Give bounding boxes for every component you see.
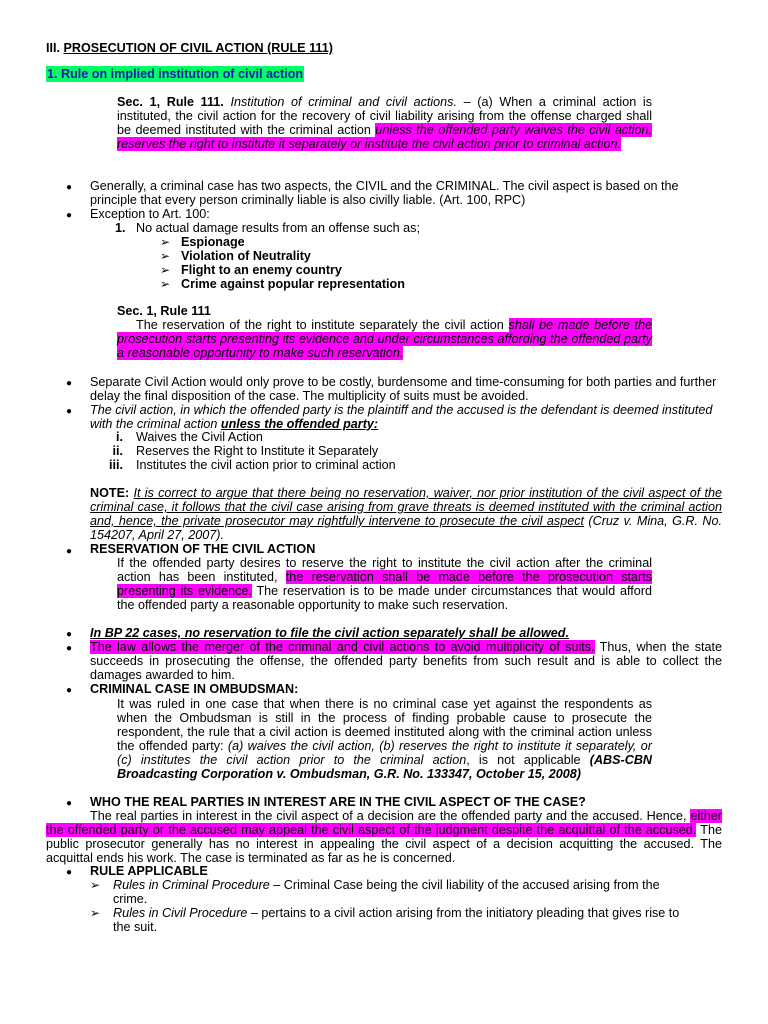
list-number: 1. xyxy=(115,221,126,235)
arrow-icon: ➢ xyxy=(160,263,171,277)
parties-text: The real parties in interest in the civil aspect of a decision are the offended party and the accused. Hence, either the offended party or the accused may appeal the civil aspect of the judgment despite the acquittal of the accused. The public prosecutor generally has no interest in appealing the civil aspect of a decision acquitting the accused. The acquittal ends his work. The case is terminated as far as he is concerned. xyxy=(46,809,722,865)
list-item: No actual damage results from an offense such as; xyxy=(136,221,420,235)
offense-item: Flight to an enemy country xyxy=(181,263,342,277)
list-item: Reserves the Right to Institute it Separately xyxy=(136,444,379,458)
arrow-icon: ➢ xyxy=(90,906,101,920)
bullet-icon: ● xyxy=(66,685,73,696)
quote-sec1-rule111: Sec. 1, Rule 111. Institution of criminal and civil actions. – (a) When a criminal action is instituted, the civil action for the recovery of civil liability arising from the offense charged shall be deemed instituted with the criminal action unless the offended party waives the civil action, reserves the right to institute it separately or institute the civil action prior to criminal action. xyxy=(117,95,652,151)
arrow-icon: ➢ xyxy=(90,878,101,892)
section-heading: III. PROSECUTION OF CIVIL ACTION (RULE 111) xyxy=(46,41,333,55)
offense-item: Espionage xyxy=(181,235,245,249)
bullet-icon: ● xyxy=(66,798,73,809)
ombudsman-text: It was ruled in one case that when there is no criminal case yet against the respondents as when the Ombudsman is still in the process of finding probable cause to prosecute the respondent, the rule that a civil action is deemed instituted along with the criminal action unless the offended party: (a) waives the civil action, (b) reserves the right to institute it separately, or (c) institutes the civil action prior to the criminal action, is not applicable (ABS-CBN Broadcasting Corporation v. Ombudsman, G.R. No. 133347, October 15, 2008) xyxy=(117,697,653,781)
bullet-icon: ● xyxy=(66,546,73,557)
merger-paragraph: The law allows the merger of the criminal and civil actions to avoid multiplicity of suits. Thus, when the state succeeds in prosecuting the offense, the offended party benefits from such result and is able to collect the damages awarded to him. xyxy=(90,640,722,682)
bullet-civil-action-deemed: The civil action, in which the offended party is the plaintiff and the accused is the defendant is deemed instituted with the criminal action unless the offended party: xyxy=(90,403,713,431)
bullet-icon: ● xyxy=(66,378,73,389)
list-number: i. xyxy=(116,430,123,444)
rule-applicable-title: RULE APPLICABLE xyxy=(90,864,208,878)
arrow-icon: ➢ xyxy=(160,277,171,291)
bp22-rule: In BP 22 cases, no reservation to file the civil action separately shall be allowed. xyxy=(90,626,569,640)
quote-reservation: The reservation of the right to institute separately the civil action shall be made before the prosecution starts presenting its evidence and under circumstances affording the offended party a reasonable opportunity to make such reservation. xyxy=(117,318,653,360)
bullet-icon: ● xyxy=(66,629,73,640)
ombudsman-title: CRIMINAL CASE IN OMBUDSMAN: xyxy=(90,682,299,696)
bullet-separate-civil-action: Separate Civil Action would only prove to be costly, burdensome and time-consuming for both parties and further delay the final disposition of the case. The multiplicity of suits must be avoided. xyxy=(90,375,717,403)
reservation-title: RESERVATION OF THE CIVIL ACTION xyxy=(90,542,316,556)
list-number: iii. xyxy=(109,458,123,472)
offense-item: Crime against popular representation xyxy=(181,277,405,291)
bullet-icon: ● xyxy=(66,182,73,193)
bullet-civil-criminal-aspects: Generally, a criminal case has two aspects, the CIVIL and the CRIMINAL. The civil aspect is based on the principle that every person criminally liable is also civilly liable. (Art. 100, RPC) xyxy=(90,179,679,207)
rule-criminal-procedure: Rules in Criminal Procedure – Criminal Case being the civil liability of the accused arising from the crime. xyxy=(113,878,660,906)
list-item: Institutes the civil action prior to criminal action xyxy=(136,458,396,472)
note-paragraph: NOTE: It is correct to argue that there being no reservation, waiver, nor prior institution of the civil aspect of the criminal case, it follows that the civil case arising from grave threats is deemed instituted with the criminal action and, hence, the private prosecutor may rightfully intervene to prosecute the civil aspect (Cruz v. Mina, G.R. No. 154207, April 27, 2007). xyxy=(90,486,722,542)
subheading: 1. Rule on implied institution of civil action xyxy=(47,67,304,81)
bullet-icon: ● xyxy=(66,406,73,417)
bullet-icon: ● xyxy=(66,210,73,221)
arrow-icon: ➢ xyxy=(160,249,171,263)
bullet-icon: ● xyxy=(66,867,73,878)
bullet-exception: Exception to Art. 100: xyxy=(90,207,210,221)
offense-item: Violation of Neutrality xyxy=(181,249,311,263)
bullet-icon: ● xyxy=(66,643,73,654)
list-item: Waives the Civil Action xyxy=(136,430,263,444)
reservation-text: If the offended party desires to reserve the right to institute the civil action after the criminal action has been instituted, the reservation shall be made before the prosecution starts presenting its evidence. The reservation is to be made under circumstances that would afford the offended party a reasonable opportunity to make such reservation. xyxy=(117,556,653,612)
parties-title: WHO THE REAL PARTIES IN INTEREST ARE IN THE CIVIL ASPECT OF THE CASE? xyxy=(90,795,586,809)
rule-civil-procedure: Rules in Civil Procedure – pertains to a civil action arising from the initiatory pleading that gives rise to the suit. xyxy=(113,906,680,934)
quote2-label: Sec. 1, Rule 111 xyxy=(117,304,211,318)
list-number: ii. xyxy=(112,444,123,458)
arrow-icon: ➢ xyxy=(160,235,171,249)
